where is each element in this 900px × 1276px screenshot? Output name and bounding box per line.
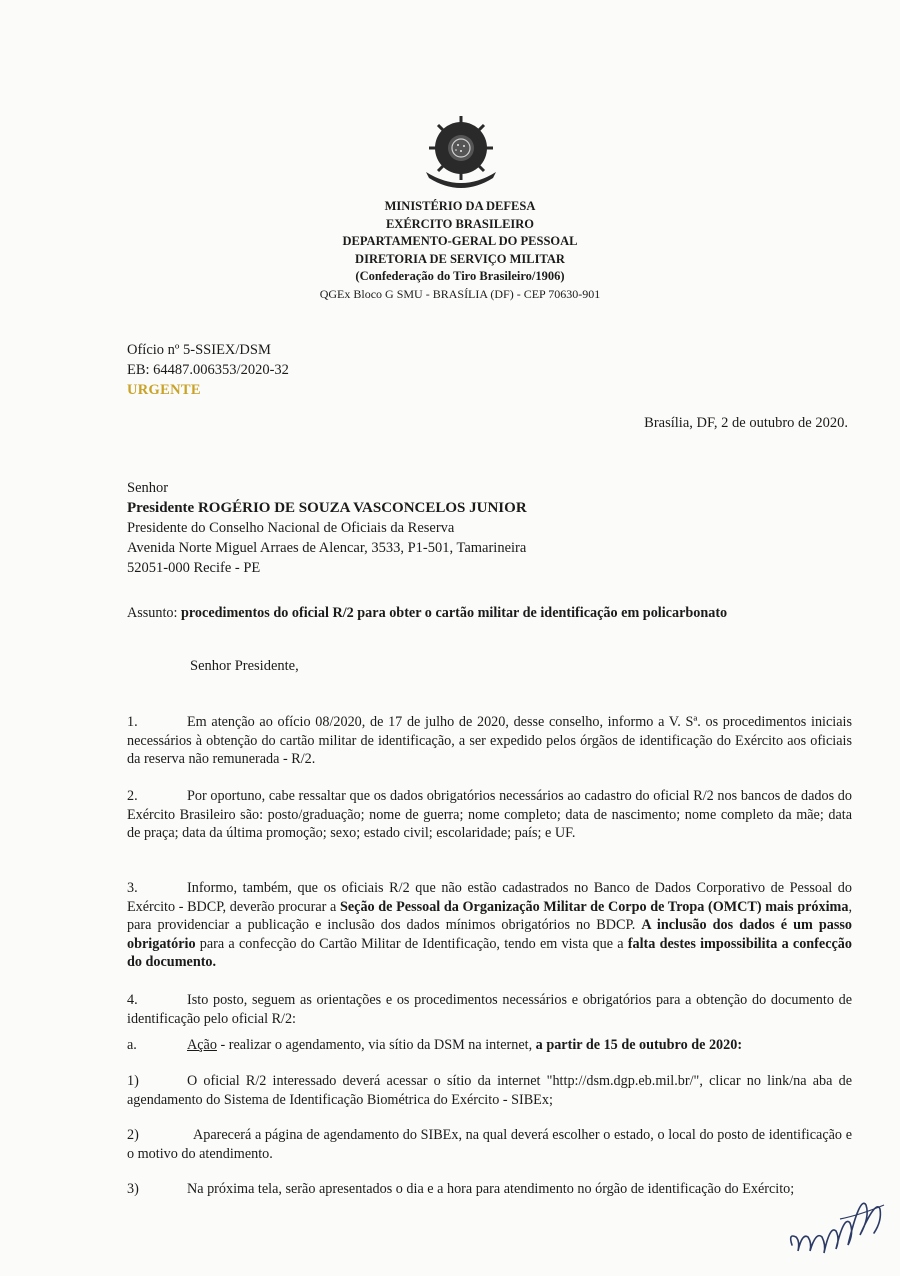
subitem-number: 3) <box>127 1181 139 1197</box>
subject-line <box>127 605 727 622</box>
item-emphasis: a partir de 15 de outubro de 2020: <box>535 1037 743 1053</box>
item-a <box>127 1036 852 1055</box>
paragraph-number: 4. <box>127 992 138 1008</box>
item-label: Ação <box>187 1037 217 1053</box>
subitem-1 <box>127 1072 852 1109</box>
paragraph-number: 1. <box>127 714 138 730</box>
paragraph-emphasis: A inclusão dos dados é um passo obrigatório <box>127 917 852 952</box>
subitem-number: 1) <box>127 1073 139 1089</box>
confederation-line: (Confederação do Tiro Brasileiro/1906) <box>355 269 565 283</box>
item-letter: a. <box>127 1037 137 1053</box>
paragraph-text: Informo, também, que os oficiais R/2 que não estão cadastrados no Banco de Dados Corporativo de Pessoal do Exército - BDCP, deverão procurar a <box>127 880 852 915</box>
coat-of-arms-emblem <box>420 112 502 192</box>
reference-block <box>127 340 289 400</box>
ministry-line: MINISTÉRIO DA DEFESA <box>384 199 536 213</box>
letter-date: Brasília, DF, 2 de outubro de 2020. <box>644 415 848 431</box>
urgent-stamp: URGENTE <box>127 382 201 398</box>
subitem-2 <box>127 1126 852 1163</box>
department-line: DEPARTAMENTO-GERAL DO PESSOAL <box>342 234 578 248</box>
recipient-salutation: Senhor <box>127 480 169 496</box>
subject-label: Assunto: <box>127 605 178 621</box>
paragraph-2 <box>127 787 852 843</box>
directorate-line: DIRETORIA DE SERVIÇO MILITAR <box>355 251 565 266</box>
recipient-city: 52051-000 Recife - PE <box>127 560 261 576</box>
oficio-number: Ofício nº 5-SSIEX/DSM <box>127 342 271 358</box>
recipient-block <box>127 478 527 578</box>
paragraph-1 <box>127 713 852 769</box>
address-line: QGEx Bloco G SMU - BRASÍLIA (DF) - CEP 70630-901 <box>319 286 601 301</box>
paragraph-text: Por oportuno, cabe ressaltar que os dados obrigatórios necessários ao cadastro do oficial R/2 nos bancos de dados do Exército Brasileiro são: posto/graduação; nome de guerra; nome completo; data de nascimento; nome completo da mãe; data de praça; data da última promoção; sexo; estado civil; escolaridade; país; e UF. <box>127 788 852 841</box>
recipient-street: Avenida Norte Miguel Arraes de Alencar, 3533, P1-501, Tamarineira <box>127 540 527 556</box>
paragraph-4 <box>127 991 852 1028</box>
subitem-number: 2) <box>127 1127 139 1143</box>
paragraph-text: para a confecção do Cartão Militar de Identificação, tendo em vista que a <box>195 935 628 952</box>
letterhead <box>250 198 670 303</box>
eb-number: EB: 64487.006353/2020-32 <box>127 362 289 378</box>
subitem-text: O oficial R/2 interessado deverá acessar o sítio da internet "http://dsm.dgp.eb.mil.br/", clicar no link/na aba de agendamento do Sistema de Identificação Biométrica do Exército - SIBEx; <box>127 1073 852 1108</box>
paragraph-emphasis: falta destes impossibilita a confecção do documento. <box>127 935 852 970</box>
item-text: - realizar o agendamento, via sítio da DSM na internet, <box>216 1037 536 1053</box>
subitem-3 <box>127 1180 852 1199</box>
greeting: Senhor Presidente, <box>190 658 299 674</box>
subitem-text: Aparecerá a página de agendamento do SIBEx, na qual deverá escolher o estado, o local do posto de identificação e o motivo do atendimento. <box>127 1127 852 1162</box>
paragraph-text: Isto posto, seguem as orientações e os procedimentos necessários e obrigatórios para a obtenção do documento de identificação pelo oficial R/2: <box>127 992 852 1027</box>
recipient-role: Presidente do Conselho Nacional de Oficiais da Reserva <box>127 520 455 536</box>
subject-text: procedimentos do oficial R/2 para obter o cartão militar de identificação em policarbonato <box>181 605 728 621</box>
paragraph-text: Em atenção ao ofício 08/2020, de 17 de julho de 2020, desse conselho, informo a V. Sª. os procedimentos iniciais necessários à obtenção do cartão militar de identificação, a ser expedido pelos órgãos de identificação do Exército aos oficiais da reserva não remunerada - R/2. <box>127 714 852 767</box>
paragraph-text: , para providenciar a publicação e inclusão dos dados mínimos obrigatórios no BDCP. <box>127 898 852 933</box>
subitem-text: Na próxima tela, serão apresentados o dia e a hora para atendimento no órgão de identificação do Exército; <box>187 1181 795 1197</box>
army-line: EXÉRCITO BRASILEIRO <box>385 216 535 231</box>
handwritten-initials <box>780 1175 890 1265</box>
paragraph-emphasis: Seção de Pessoal da Organização Militar de Corpo de Tropa (OMCT) mais próxima <box>339 898 849 915</box>
paragraph-3 <box>127 879 852 972</box>
paragraph-number: 3. <box>127 880 138 896</box>
paragraph-number: 2. <box>127 788 138 804</box>
recipient-name: Presidente ROGÉRIO DE SOUZA VASCONCELOS JUNIOR <box>127 500 527 516</box>
